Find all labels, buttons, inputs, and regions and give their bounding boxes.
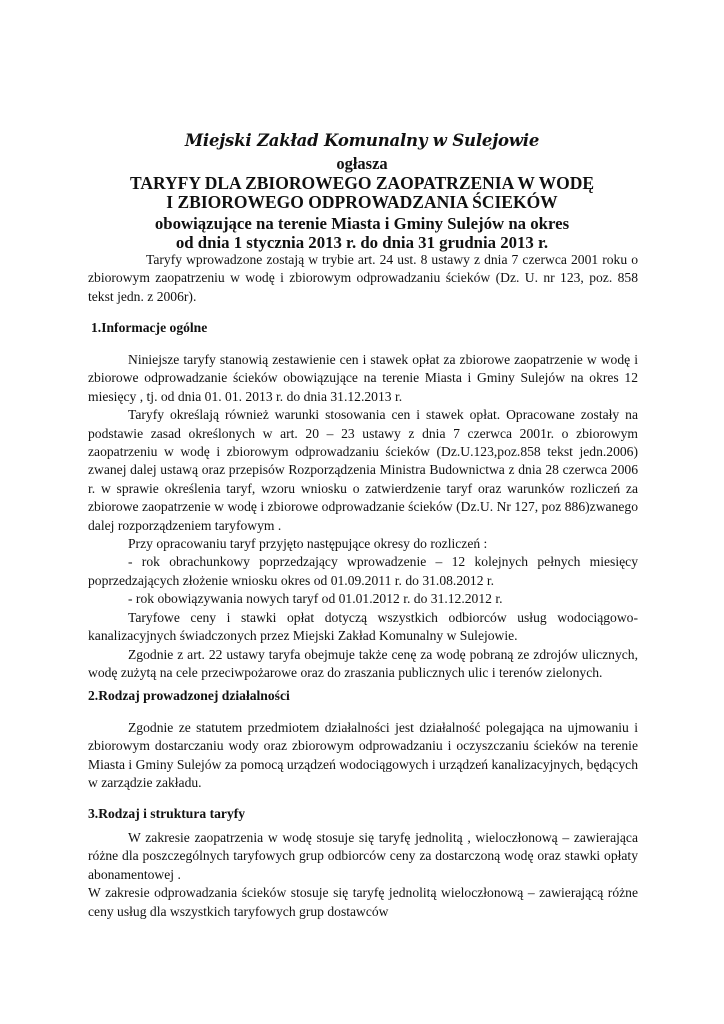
title-line-1: TARYFY DLA ZBIOROWEGO ZAOPATRZENIA W WODĘ bbox=[129, 173, 595, 193]
section-2-body bbox=[88, 719, 638, 793]
announces-label: ogłasza bbox=[336, 154, 388, 173]
section-1-paragraph: Taryfowe ceny i stawki opłat dotyczą wszystkich odbiorców usług wodociągowo-kanalizacyjnych świadczonych przez Miejski Zakład Komunalny w Sulejowie. bbox=[88, 609, 638, 644]
section-1-heading: 1.Informacje ogólne bbox=[91, 320, 208, 335]
section-1-paragraph: Przy opracowaniu taryf przyjęto następujące okresy do rozliczeń : bbox=[128, 536, 488, 552]
scope-line-1: obowiązujące na terenie Miasta i Gminy Sulejów na okres bbox=[154, 214, 570, 233]
section-3-body bbox=[88, 829, 638, 921]
section-3-heading: 3.Rodzaj i struktura taryfy bbox=[88, 806, 246, 821]
intro-text: Taryfy wprowadzone zostają w trybie art. 24 ust. 8 ustawy z dnia 7 czerwca 2001 roku o zbiorowym zaopatrzeniu w wodę i zbiorowym odprowadzaniu ścieków (Dz. U. nr 123, poz. 858 tekst jedn. z 2006r). bbox=[88, 252, 638, 304]
section-1-paragraph: Zgodnie z art. 22 ustawy taryfa obejmuje także cenę za wodę pobraną ze zdrojów ulicznych, wodę zużytą na cele przeciwpożarowe oraz do zraszania publicznych ulic i terenów zielonych. bbox=[88, 646, 638, 680]
section-1-paragraph: Taryfy określają również warunki stosowania cen i stawek opłat. Opracowane zostały na podstawie zasad określonych w art. 20 – 23 ustawy z dnia 7 czerwca 2001r. o zbiorowym zaopatrzeniu w wodę i zbiorowym odprowadzaniu ścieków (Dz.U.123,poz.858 tekst jedn.2006) zwanej dalej ustawą oraz przepisów Rozporządzenia Ministra Budownictwa z dnia 28 czerwca 2006 r. w sprawie określenia taryf, wzoru wniosku o zatwierdzenie taryf oraz warunków rozliczeń za zbiorowe zaopatrzenie w wodę i zbiorowe odprowadzanie ścieków (Dz.U. Nr 127, poz 886)zwanego dalej rozporządzeniem taryfowym . bbox=[88, 407, 638, 533]
section-3-paragraph: W zakresie zaopatrzenia w wodę stosuje się taryfę jednolitą , wieloczłonową – zawierająca różne dla poszczególnych taryfowych grup odbiorców ceny za dostarczoną wodę oraz stawki opłaty abonamentowej . bbox=[88, 830, 638, 882]
organization-name: Miejski Zakład Komunalny w Sulejowie bbox=[184, 131, 540, 150]
title-line-2: I ZBIOROWEGO ODPROWADZANIA ŚCIEKÓW bbox=[166, 192, 558, 212]
section-1-paragraph: Niniejsze taryfy stanowią zestawienie cen i stawek opłat za zbiorowe zaopatrzenie w wodę i zbiorowe odprowadzanie ścieków obowiązujące na terenie Miasta i Gminy Sulejów na okres 12 miesięcy , tj. od dnia 01. 01. 2013 r. do dnia 31.12.2013 r. bbox=[88, 352, 638, 404]
scope-line-2: od dnia 1 stycznia 2013 r. do dnia 31 grudnia 2013 r. bbox=[175, 233, 549, 252]
intro-paragraph bbox=[88, 251, 638, 306]
section-1-list-item: - rok obrachunkowy poprzedzający wprowadzenie – 12 kolejnych pełnych miesięcy poprzedzających złożenie wniosku okres od 01.09.2011 r. do 31.08.2012 r. bbox=[88, 554, 638, 588]
section-1-list-item: - rok obowiązywania nowych taryf od 01.01.2012 r. do 31.12.2012 r. bbox=[128, 591, 503, 607]
section-2-heading: 2.Rodzaj prowadzonej działalności bbox=[88, 688, 290, 703]
section-2-paragraph: Zgodnie ze statutem przedmiotem działalności jest działalność polegająca na ujmowaniu i zbiorowym dostarczaniu wody oraz zbiorowym odprowadzaniu i oczyszczaniu ścieków na terenie Miasta i Gminy Sulejów za pomocą urządzeń wodociągowych i urządzeń kanalizacyjnych, będących w zarządzie zakładu. bbox=[88, 720, 638, 791]
section-3-paragraph: W zakresie odprowadzania ścieków stosuje się taryfę jednolitą wieloczłonową – zawierającą różne ceny usług dla wszystkich taryfowych grup dostawców bbox=[88, 885, 638, 919]
section-1-body bbox=[88, 351, 638, 682]
